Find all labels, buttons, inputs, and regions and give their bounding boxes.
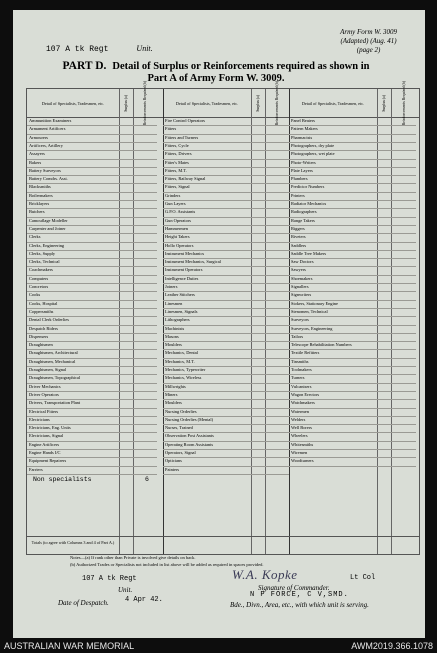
specialist-item: Coachmakers (29, 267, 53, 273)
specialist-item: Watchmakers (291, 400, 315, 406)
bde-label: Bde., Divn., Area, etc., with which unit is serving. (230, 601, 369, 609)
commander-signature: W.A. Kopke (232, 567, 298, 582)
specialist-item: Mechanics, M.T. (165, 358, 195, 364)
specialist-item: Fitters and Turners (165, 134, 199, 140)
specialist-item: Carpenter and Joiner (29, 225, 66, 231)
header-surplus (251, 91, 265, 115)
header-reinforcements (265, 80, 289, 126)
specialist-item: Operators, Signal (165, 450, 196, 455)
specialist-item: Pattern Makers (291, 126, 318, 132)
specialist-item: Lithographers (165, 317, 190, 323)
specialist-item: Moulders (165, 400, 182, 406)
specialist-item: Welders (291, 416, 306, 422)
specialist-item: Dispensers (29, 333, 49, 339)
specialist-item: Artificers, Artillery (29, 142, 63, 148)
note-a: Notes—(a) If rank other than Private is involved give details on back. (70, 555, 196, 560)
specialist-item: Dental Clerk Orderlies (29, 317, 69, 323)
specialist-item: Gun Operators (165, 217, 191, 223)
specialist-item: Electricians (29, 416, 50, 422)
entry-surplus-value: 6 (145, 475, 149, 483)
specialist-item: Assayers (29, 151, 45, 157)
specialist-item: Computers (29, 275, 49, 281)
specialist-item: Blacksmiths (29, 184, 51, 190)
specialist-item: Panel Beaters (291, 118, 316, 123)
specialist-item: Machinists (165, 325, 185, 331)
form-identifier (340, 28, 397, 55)
specialist-item: Concretors (29, 284, 49, 289)
footer-unit-label: Unit. (118, 586, 133, 594)
specialist-item: Printers (291, 192, 305, 198)
header-surplus (377, 91, 391, 115)
specialist-item: Fitters, Signal (165, 184, 190, 190)
title-line-2: Part A of Army Form W. 3009. (147, 73, 285, 84)
specialist-item: Instrument Mechanics (165, 250, 205, 256)
specialist-item: Draughtsmen (29, 342, 53, 348)
specialist-item: Riggers (291, 225, 305, 231)
specialist-item: Driver Operators (29, 391, 59, 397)
specialist-item: Drivers, Transportation Plant (29, 400, 81, 406)
specialist-item: Bakers (29, 159, 42, 165)
notes (70, 555, 390, 568)
specialist-item: Signallers (291, 284, 309, 289)
unit-label: Unit. (136, 44, 153, 53)
specialist-item: Clerks, Supply (29, 250, 56, 256)
specialist-item: Despatch Riders (29, 325, 58, 331)
specialist-item: Engine Artificers (29, 441, 60, 447)
specialist-item: Mechanics, Dental (165, 350, 198, 356)
header-specialists: Detail of Specialists, Tradesmen, etc. (41, 100, 105, 106)
specialist-item: Clerks, Engineering (29, 242, 65, 248)
specialist-item: Stokers, Stationary Engine (291, 300, 338, 306)
specialist-item: Pharmacists (291, 134, 313, 140)
specialist-item: Radiographers (291, 209, 317, 215)
specialist-item: Cooks, Hospital (29, 300, 58, 306)
specialist-item: Electricians, Eng. Units (29, 425, 71, 431)
header-reinforcements (391, 80, 416, 126)
commander-unit-value: N P FORCE, C V,SMD. (250, 591, 349, 599)
specialist-item: Photographers, dry plate (291, 142, 335, 148)
header-surplus-text: Surplus (a) (382, 94, 386, 112)
specialist-item: Equipment Repairers (29, 458, 67, 464)
specialist-item: Draughtsmen, Mechanical (29, 358, 76, 364)
specialist-item: Turners (291, 375, 305, 381)
part-label: PART D. (62, 60, 107, 72)
specialist-item: Fitter's Mates (165, 159, 189, 165)
specialist-item: Grinders (165, 192, 181, 198)
specialist-item: Telescope Rehabilitation Numbers (291, 342, 352, 348)
specialist-item: Photographers, wet plate (291, 151, 335, 157)
specialist-item: Linesmen (165, 300, 183, 306)
specialist-item: Saddlers (291, 242, 307, 248)
unit-value: 107 A tk Regt (46, 45, 109, 54)
specialist-item: Boilermakers (29, 192, 53, 198)
specialist-item: Ammunition Examiners (29, 118, 72, 123)
specialist-item: Driver Mechanics (29, 383, 61, 389)
specialist-item: Clerks (29, 234, 41, 240)
specialist-item: Toolmakers (291, 367, 312, 372)
specialist-item: Woodturners (291, 458, 314, 464)
specialist-item: Nursing Orderlies (165, 408, 197, 414)
entry-label: Non specialists (33, 475, 92, 483)
header-reinforcements (133, 80, 157, 126)
totals-label: Totals (to agree with Columns 3 and 4 of Part A.) (27, 536, 119, 554)
specialist-item: Mechanics, Wireless (165, 375, 202, 381)
specialist-item: Shoemakers (291, 275, 313, 281)
specialist-item: Coppersmiths (29, 308, 54, 314)
specialist-item: Fitters (165, 126, 177, 132)
specialist-item: Plumbers (291, 176, 308, 182)
specialist-item: Masons (165, 333, 179, 339)
note-b: (b) Authorized Trades or Specialists not included in list above will be added as required in spaces provided. (70, 561, 264, 567)
form-adapted: (Adapted) (Aug. 41) (340, 37, 397, 45)
specialist-item: Saddle Tree Makers (291, 250, 327, 256)
row-rule (289, 466, 416, 467)
specialist-item: Well Borers (291, 425, 312, 431)
specialist-item: Range Takers (291, 217, 315, 223)
form-page: (page 2) (356, 46, 381, 54)
specialists-table (26, 80, 420, 555)
specialist-item: Wheelers (291, 433, 308, 439)
specialist-item: Engine Hands I/C (29, 450, 61, 455)
commander-rank: Lt Col (350, 574, 376, 582)
specialist-item: Tailors (291, 333, 304, 339)
specialist-item: Nurses, Trained (165, 425, 193, 431)
specialist-item: Intelligence Duties (165, 275, 199, 281)
document-title (40, 60, 392, 85)
specialist-item: Millwrights (165, 383, 186, 389)
specialist-item: Riveters (291, 234, 306, 240)
header-reinforcements-text: Reinforcements Required (b) (143, 80, 147, 126)
specialist-item: Painters (165, 466, 180, 472)
specialist-item: Operating Room Assistants (165, 441, 214, 447)
specialist-item: Miners (165, 391, 178, 397)
specialist-item: Whitesmiths (291, 441, 314, 447)
specialist-item: Draughtsmen, Architectural (29, 350, 78, 356)
specialist-item: Bricklayers (29, 201, 50, 206)
specialist-item: Wagon Erectors (291, 391, 320, 397)
specialist-item: Instrument Mechanics, Surgical (165, 259, 221, 265)
specialist-item: Watermen (291, 408, 309, 414)
row-rule (163, 474, 289, 475)
specialist-item: Textile Refitters (291, 350, 320, 356)
despatch-label: Date of Despatch. (58, 599, 109, 607)
specialist-item: Fitters, Drivers (165, 151, 192, 157)
specialist-item: Cooks (29, 292, 41, 298)
specialist-item: Fitters, Railway Signal (165, 176, 206, 182)
specialist-item: Gun Layers (165, 201, 186, 206)
specialist-item: Nursing Orderlies (Mental) (165, 416, 214, 422)
specialist-item: Butchers (29, 209, 45, 215)
header-surplus-text: Surplus (a) (256, 94, 260, 112)
specialist-item: Leather Stitchers (165, 292, 195, 298)
specialist-item: Surveyors, Engineering (291, 325, 333, 331)
unit-header (46, 44, 153, 54)
specialist-item: Battery Comdrs. Asst. (29, 176, 68, 182)
specialist-item: Instrument Operators (165, 267, 203, 273)
specialist-item: Farriers (29, 466, 43, 472)
specialist-item: Camouflage Modeller (29, 217, 68, 223)
specialist-item: Electricians, Signal (29, 433, 64, 439)
specialist-item: Joiners (165, 284, 178, 289)
specialist-item: Sawyers (291, 267, 306, 273)
specialist-item: Moulders (165, 342, 182, 348)
specialist-item: Mechanics, Typewriter (165, 367, 206, 372)
title-line-1: Detail of Surplus or Reinforcements required as shown in (112, 61, 370, 72)
header-specialists: Detail of Specialists, Tradesmen, etc. (301, 100, 365, 106)
specialist-item: Radiator Mechanics (291, 201, 327, 206)
specialist-item: Opticians (165, 458, 182, 464)
specialist-item: Tinsmiths (291, 358, 309, 364)
specialist-item: Armament Artificers (29, 126, 66, 132)
specialist-item: Fire Control Operators (165, 118, 205, 123)
archive-caption: AUSTRALIAN WAR MEMORIAL (4, 641, 135, 651)
header-surplus (119, 91, 133, 115)
totals-rule (27, 536, 419, 537)
specialist-item: Draughtsmen, Topographical (29, 375, 81, 381)
specialist-item: Stenomen, Technical (291, 308, 328, 314)
signature-label: Signature of Commander. (258, 584, 330, 592)
specialist-item: Draughtsmen, Signal (29, 367, 67, 372)
specialist-item: Hollo Operators (165, 242, 194, 248)
specialist-item: Observation Post Assistants (165, 433, 214, 439)
archive-id: AWM2019.366.1078 (351, 641, 433, 651)
specialist-item: Fitters, Cycle (165, 142, 189, 148)
form-number: Army Form W. 3009 (340, 28, 397, 36)
specialist-item: Plate Layers (291, 167, 313, 173)
header-reinforcements-text: Reinforcements Required (b) (275, 80, 279, 126)
specialist-item: Linesmen, Signals (165, 308, 198, 314)
specialist-item: Surveyors (291, 317, 309, 323)
specialist-item: Saw Doctors (291, 259, 314, 265)
despatch-date: 4 Apr 42. (125, 596, 163, 604)
specialist-item: Height Takers (165, 234, 190, 240)
header-surplus-text: Surplus (a) (124, 94, 128, 112)
specialist-item: Clerks, Technical (29, 259, 60, 265)
specialist-item: Signwriters (291, 292, 312, 298)
specialist-item: Fitters, M.T. (165, 167, 187, 173)
specialist-item: Photo-Writers (291, 159, 316, 165)
specialist-item: Armourers (29, 134, 49, 140)
row-rule (27, 474, 157, 475)
header-reinforcements-text: Reinforcements Required (b) (401, 80, 406, 126)
header-specialists: Detail of Specialists, Tradesmen, etc. (175, 100, 239, 106)
footer-unit-value: 107 A tk Regt (82, 575, 137, 583)
specialist-item: Electrical Fitters (29, 408, 59, 414)
specialist-item: G.P.O. Assistants (165, 209, 196, 215)
specialist-item: Wiremen (291, 450, 308, 455)
specialist-item: Battery Surveyors (29, 167, 61, 173)
specialist-item: Hammermen (165, 225, 188, 231)
specialist-item: Predictor Numbers (291, 184, 325, 190)
specialist-item: Vulcanisers (291, 383, 312, 389)
